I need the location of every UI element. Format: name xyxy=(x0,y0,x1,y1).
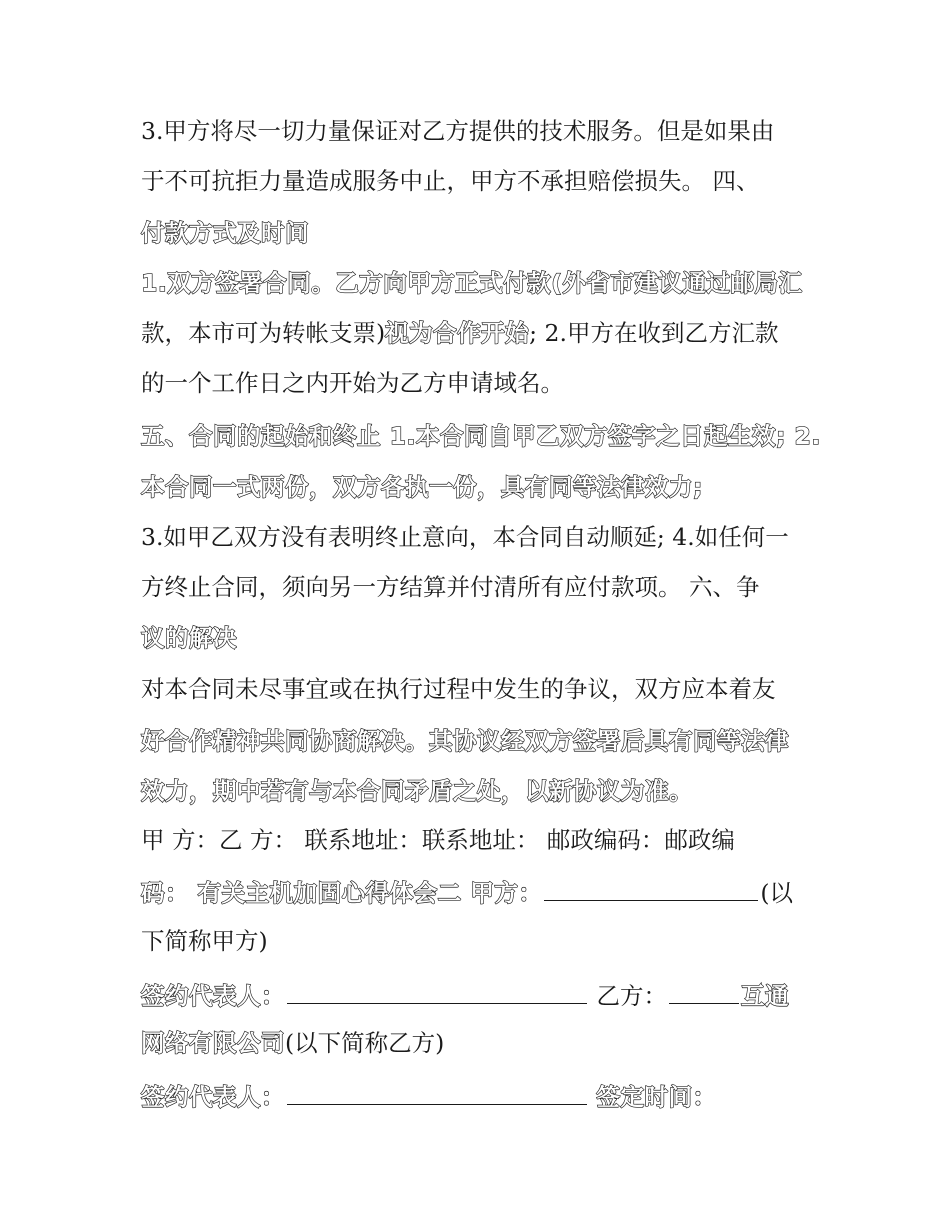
text-line-6: 的一个工作日之内开始为乙方申请域名。 xyxy=(141,369,564,397)
text-line-12: 对本合同未尽事宜或在执行过程中发生的争议，双方应本着友 xyxy=(141,675,776,703)
text-span-bold: 码： 有关主机加固心得体会二 甲方： xyxy=(141,879,543,907)
party-b-representative-blank[interactable] xyxy=(287,1084,587,1105)
text-line-14: 效力，期中若有与本合同矛盾之处，以新协议为准。 xyxy=(141,777,693,805)
text-span-bold: 签定时间： xyxy=(596,1083,717,1111)
text-span: 乙方： xyxy=(589,982,667,1010)
text-line-16 xyxy=(141,880,820,906)
section-heading-dispute: 议的解决 xyxy=(141,624,237,652)
section-heading-payment: 付款方式及时间 xyxy=(141,219,309,247)
text-span-bold: 互通 xyxy=(740,982,789,1010)
text-line-19 xyxy=(141,1029,820,1057)
text-span-bold: 签约代表人： xyxy=(141,982,285,1010)
text-line-13: 好合作精神共同协商解决。其协议经双方签署后具有同等法律 xyxy=(141,727,789,755)
text-span-bold: 签约代表人： xyxy=(141,1083,285,1111)
text-line-9: 3.如甲乙双方没有表明终止意向，本合同自动顺延; 4.如任何一 xyxy=(141,523,789,551)
text-line-1: 3.甲方将尽一切力量保证对乙方提供的技术服务。但是如果由 xyxy=(141,117,775,145)
text-span: (以 xyxy=(760,879,794,907)
text-line-4: 1.双方签署合同。乙方向甲方正式付款(外省市建议通过邮局汇 xyxy=(141,269,803,297)
text-line-2: 于不可抗拒力量造成服务中止，甲方不承担赔偿损失。 四、 xyxy=(141,167,760,195)
text-line-5 xyxy=(141,319,820,347)
text-span: ; 2.甲方在收到乙方汇款 xyxy=(529,319,779,347)
text-line-18 xyxy=(141,983,820,1009)
party-b-blank[interactable] xyxy=(669,983,739,1004)
text-line-8: 本合同一式两份，双方各执一份，具有同等法律效力; xyxy=(141,473,703,501)
text-span-bold: 网络有限公司 xyxy=(141,1029,285,1057)
party-a-representative-blank[interactable] xyxy=(287,983,587,1004)
party-a-blank[interactable] xyxy=(544,880,758,901)
text-line-17: 下简称甲方) xyxy=(141,927,268,955)
text-line-10: 方终止合同，须向另一方结算并付清所有应付款项。 六、争 xyxy=(141,573,760,601)
text-line-20 xyxy=(141,1084,820,1110)
section-heading-term: 五、合同的起始和终止 1.本合同自甲乙双方签字之日起生效; 2. xyxy=(141,422,821,450)
text-span: 款，本市可为转帐支票) xyxy=(141,319,386,347)
text-span: (以下简称乙方) xyxy=(285,1029,445,1057)
text-span-bold: 视为合作开始 xyxy=(385,319,530,347)
text-line-15: 甲 方：乙 方： 联系地址：联系地址： 邮政编码：邮政编 xyxy=(141,826,735,854)
